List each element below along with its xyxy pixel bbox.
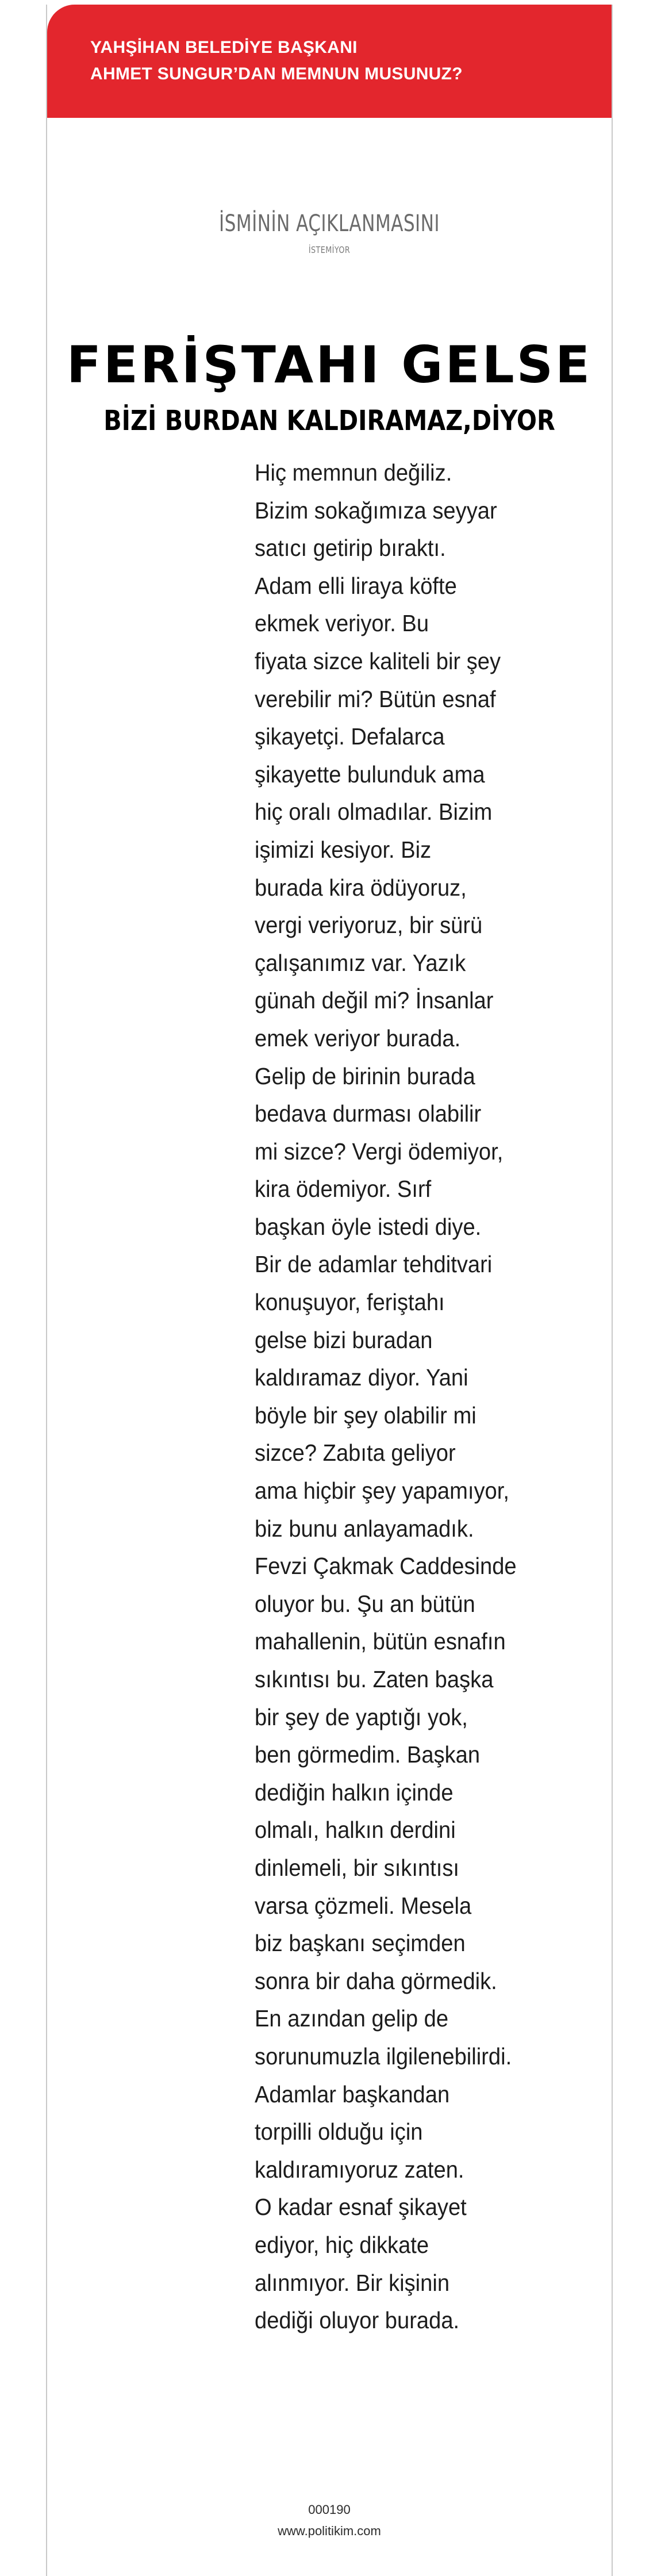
article-body: Hiç memnun değiliz. Bizim sokağımıza seyyar satıcı getirip bıraktı. Adam elli liraya köfte ekmek veriyor. Bu fiyata sizce kaliteli bir şey verebilir mi? Bütün esnaf şikayetçi. Defalarca şikayette bulunduk ama hiç oralı olmadılar. Bizim işimizi kesiyor. Biz burada kira ödüyoruz, vergi veriyoruz, bir sürü çalışanımız var. Yazık günah değil mi? İnsanlar emek veriyor burada. Gelip de birinin burada bedava durması olabilir mi sizce? Vergi ödemiyor, kira ödemiyor. Sırf başkan öyle istedi diye. Bir de adamlar tehditvari konuşuyor, feriştahı gelse bizi buradan kaldıramaz diyor. Yani böyle bir şey olabilir mi sizce? Zabıta geliyor ama hiçbir şey yapamıyor, biz bunu anlayamadık. Fevzi Çakmak Caddesinde oluyor bu. Şu an bütün mahallenin, bütün esnafın sıkıntısı bu. Zaten başka bir şey de yaptığı yok, ben görmedim. Başkan dediğin halkın içinde olmalı, halkın derdini dinlemeli, bir sıkıntısı varsa çözmeli. Mesela biz başkanı seçimden sonra bir daha görmedik. En azından gelip de sorunumuzla ilgilenebilirdi. Adamlar başkandan torpilli olduğu için kaldıramıyoruz zaten. O kadar esnaf şikayet ediyor, hiç dikkate alınmıyor. Bir kişinin dediği oluyor burada. [255,459,517,2334]
question-banner [47,5,612,118]
respondent-name: İSMİNİN AÇIKLANMASINI [219,210,440,237]
banner-line-1: YAHŞİHAN BELEDİYE BAŞKANI [90,38,358,57]
footer-url: www.politikim.com [278,2524,381,2538]
article-headline: FERİŞTAHI GELSE [66,335,593,394]
footer-id: 000190 [308,2502,351,2517]
article-subheadline: BİZİ BURDAN KALDIRAMAZ,DİYOR [103,405,555,437]
banner-line-2: AHMET SUNGUR’DAN MEMNUN MUSUNUZ? [90,64,463,83]
survey-card [46,5,613,2576]
respondent-note: İSTEMİYOR [308,244,351,255]
